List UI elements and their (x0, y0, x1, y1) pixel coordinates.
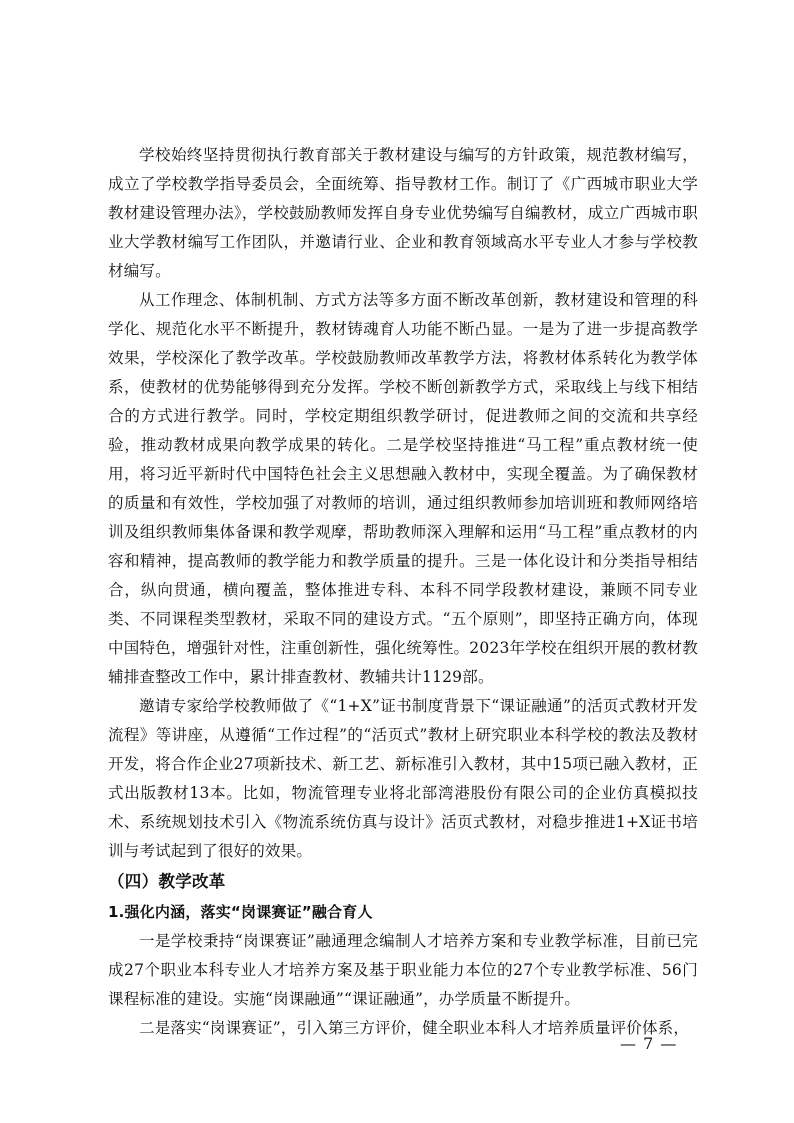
paragraph-textbook-policy: 学校始终坚持贯彻执行教育部关于教材建设与编写的方针政策，规范教材编写，成立了学校教学指导委员会，全面统筹、指导教材工作。制订了《广西城市职业大学教材建设管理办法》，学校鼓励教师发挥自身专业优势编写自编教材，成立广西城市职业大学教材编写工作团队，并邀请行业、企业和教育领域高水平专业人才参与学校教材编写。 (108, 146, 698, 280)
paragraph-textbook-reform: 从工作理念、体制机制、方式方法等多方面不断改革创新，教材建设和管理的科学化、规范化水平不断提升，教材铸魂育人功能不断凸显。一是为了进一步提高教学效果，学校深化了教学改革。学校鼓励教师改革教学方法，将教材体系转化为教学体系，使教材的优势能够得到充分发挥。学校不断创新教学方式，采取线上与线下相结合的方式进行教学。同时，学校定期组织教学研讨，促进教师之间的交流和共享经验，推动教材成果向教学成果的转化。二是学校坚持推进“马工程”重点教材统一使用，将习近平新时代中国特色社会主义思想融入教材中，实现全覆盖。为了确保教材的质量和有效性，学校加强了对教师的培训，通过组织教师参加培训班和教师网络培训及组织教师集体备课和教学观摩，帮助教师深入理解和运用“马工程”重点教材的内容和精神，提高教师的教学能力和教学质量的提升。三是一体化设计和分类指导相结合，纵向贯通，横向覆盖，整体推进专科、本科不同学段教材建设，兼顾不同专业类、不同课程类型教材，采取不同的建设方式。“五个原则”，即坚持正确方向，体现中国特色，增强针对性，注重创新性，强化统筹性。2023年学校在组织开展的教材教辅排查整改工作中，累计排查教材、教辅共计1129部。 (108, 291, 698, 686)
paragraph-expert-lectures: 邀请专家给学校教师做了《“1+X”证书制度背景下“课证融通”的活页式教材开发流程》等讲座，从遵循“工作过程”的“活页式”教材上研究职业本科学校的教法及教材开发，将合作企业27项新技术、新工艺、新标准引入教材，其中15项已融入教材，正式出版教材13本。比如，物流管理专业将北部湾港股份有限公司的企业仿真模拟技术、系统规划技术引入《物流系统仿真与设计》活页式教材，对稳步推进1+X证书培训与考试起到了很好的效果。 (108, 697, 698, 860)
body-text (108, 141, 698, 1043)
section-heading-teaching-reform: （四）教学改革 (108, 872, 226, 891)
sub-heading-integration: 1.强化内涵，落实“岗课赛证”融合育人 (108, 903, 373, 921)
paragraph-third-party-evaluation: 二是落实“岗课赛证”，引入第三方评价，健全职业本科人才培养质量评价体系， (139, 1019, 690, 1037)
page-number: — 7 — (620, 1034, 678, 1053)
paragraph-talent-plan: 一是学校秉持“岗课赛证”融通理念编制人才培养方案和专业教学标准，目前已完成27个职业本科专业人才培养方案及基于职业能力本位的27个专业教学标准、56门课程标准的建设。实施“岗课融通”“课证融通”，办学质量不断提升。 (108, 932, 698, 1008)
